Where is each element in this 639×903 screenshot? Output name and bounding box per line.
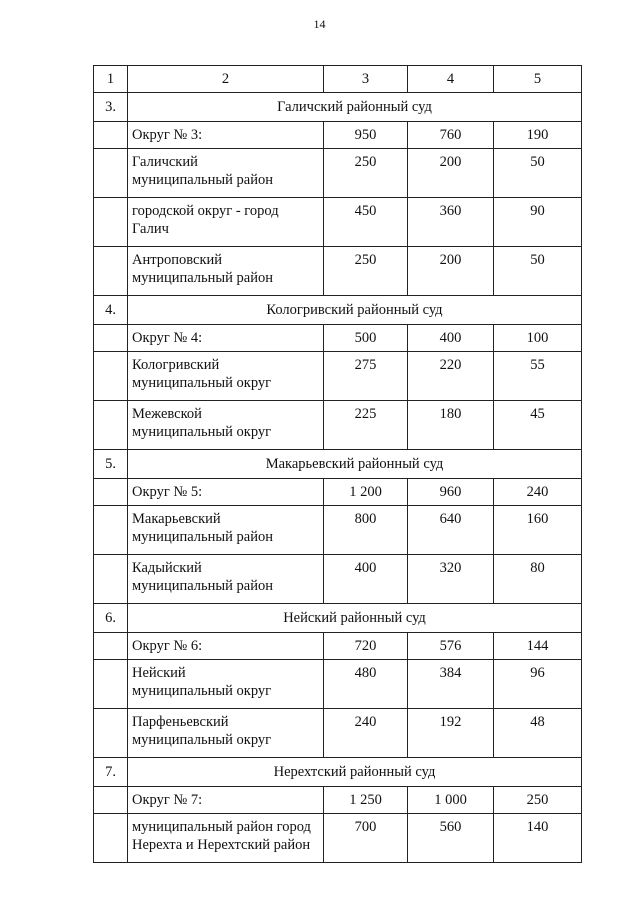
municipality-row — [94, 247, 582, 296]
municipality-name-line-2: муниципальный округ — [132, 424, 272, 440]
court-number: 5. — [94, 450, 128, 479]
municipality-name — [128, 814, 324, 863]
municipality-row — [94, 198, 582, 247]
municipality-name-line-2: Галич — [132, 221, 169, 237]
municipality-value-v3: 275 — [324, 352, 408, 401]
municipality-value-v3: 800 — [324, 506, 408, 555]
municipality-row — [94, 660, 582, 709]
okrug-total-row — [94, 122, 582, 149]
empty-cell — [94, 479, 128, 506]
okrug-label: Округ № 5: — [128, 479, 324, 506]
okrug-value-v4: 760 — [408, 122, 494, 149]
municipality-name-line-1: городской округ - город — [132, 203, 279, 219]
municipality-value-v5: 80 — [494, 555, 582, 604]
municipality-name-line-2: муниципальный район — [132, 270, 273, 286]
court-number: 3. — [94, 93, 128, 122]
municipality-value-v4: 220 — [408, 352, 494, 401]
page-number: 14 — [313, 17, 326, 31]
municipality-name — [128, 555, 324, 604]
okrug-value-v3: 950 — [324, 122, 408, 149]
municipality-value-v4: 560 — [408, 814, 494, 863]
municipality-name-line-2: муниципальный округ — [132, 375, 272, 391]
municipality-value-v3: 450 — [324, 198, 408, 247]
court-name: Макарьевский районный суд — [128, 450, 582, 479]
municipality-name — [128, 401, 324, 450]
column-header: 5 — [494, 66, 582, 93]
okrug-value-v4: 576 — [408, 633, 494, 660]
municipality-value-v3: 400 — [324, 555, 408, 604]
municipality-name-line-1: Парфеньевский — [132, 714, 229, 730]
municipality-value-v5: 45 — [494, 401, 582, 450]
column-header: 3 — [324, 66, 408, 93]
municipality-name — [128, 709, 324, 758]
municipality-value-v4: 360 — [408, 198, 494, 247]
empty-cell — [94, 198, 128, 247]
municipality-value-v4: 384 — [408, 660, 494, 709]
municipality-value-v4: 640 — [408, 506, 494, 555]
okrug-total-row — [94, 479, 582, 506]
okrug-value-v5: 190 — [494, 122, 582, 149]
okrug-value-v3: 720 — [324, 633, 408, 660]
municipality-name — [128, 198, 324, 247]
column-header: 2 — [128, 66, 324, 93]
municipality-value-v3: 250 — [324, 247, 408, 296]
municipality-value-v5: 140 — [494, 814, 582, 863]
municipality-value-v3: 700 — [324, 814, 408, 863]
okrug-total-row — [94, 633, 582, 660]
empty-cell — [94, 352, 128, 401]
okrug-value-v4: 960 — [408, 479, 494, 506]
court-number: 6. — [94, 604, 128, 633]
municipality-value-v3: 225 — [324, 401, 408, 450]
court-name: Галичский районный суд — [128, 93, 582, 122]
column-number-header-row — [94, 66, 582, 93]
okrug-value-v4: 1 000 — [408, 787, 494, 814]
okrug-value-v3: 1 250 — [324, 787, 408, 814]
okrug-value-v3: 1 200 — [324, 479, 408, 506]
municipality-name-line-1: муниципальный район город — [132, 819, 311, 835]
empty-cell — [94, 401, 128, 450]
municipality-value-v5: 160 — [494, 506, 582, 555]
municipality-row — [94, 506, 582, 555]
table-body — [94, 66, 582, 863]
municipality-value-v5: 50 — [494, 149, 582, 198]
municipality-value-v4: 200 — [408, 247, 494, 296]
municipality-name-line-2: муниципальный район — [132, 172, 273, 188]
court-section-row — [94, 758, 582, 787]
municipality-value-v5: 48 — [494, 709, 582, 758]
municipality-value-v3: 240 — [324, 709, 408, 758]
column-header: 4 — [408, 66, 494, 93]
court-number: 4. — [94, 296, 128, 325]
okrug-label: Округ № 6: — [128, 633, 324, 660]
court-section-row — [94, 296, 582, 325]
empty-cell — [94, 633, 128, 660]
okrug-value-v3: 500 — [324, 325, 408, 352]
municipality-name — [128, 506, 324, 555]
municipality-value-v5: 90 — [494, 198, 582, 247]
municipality-value-v4: 180 — [408, 401, 494, 450]
empty-cell — [94, 660, 128, 709]
municipality-value-v3: 250 — [324, 149, 408, 198]
okrug-value-v5: 144 — [494, 633, 582, 660]
municipality-name — [128, 149, 324, 198]
municipality-name-line-1: Кадыйский — [132, 560, 202, 576]
municipality-name — [128, 660, 324, 709]
empty-cell — [94, 709, 128, 758]
municipality-name-line-1: Кологривский — [132, 357, 220, 373]
okrug-value-v4: 400 — [408, 325, 494, 352]
municipality-name — [128, 352, 324, 401]
municipality-row — [94, 814, 582, 863]
municipality-value-v4: 192 — [408, 709, 494, 758]
column-header: 1 — [94, 66, 128, 93]
municipality-value-v5: 96 — [494, 660, 582, 709]
municipality-name-line-2: Нерехта и Нерехтский район — [132, 837, 311, 853]
municipality-name-line-1: Макарьевский — [132, 511, 221, 527]
okrug-label: Округ № 4: — [128, 325, 324, 352]
court-name: Нерехтский районный суд — [128, 758, 582, 787]
okrug-total-row — [94, 325, 582, 352]
municipality-name-line-2: муниципальный район — [132, 578, 273, 594]
municipality-row — [94, 555, 582, 604]
municipality-name-line-2: муниципальный округ — [132, 683, 272, 699]
municipality-name-line-1: Галичский — [132, 154, 198, 170]
municipality-name-line-1: Межевской — [132, 406, 202, 422]
municipality-row — [94, 352, 582, 401]
municipality-value-v4: 200 — [408, 149, 494, 198]
okrug-total-row — [94, 787, 582, 814]
municipality-value-v3: 480 — [324, 660, 408, 709]
empty-cell — [94, 506, 128, 555]
municipality-name — [128, 247, 324, 296]
municipality-row — [94, 401, 582, 450]
okrug-value-v5: 100 — [494, 325, 582, 352]
municipality-name-line-2: муниципальный район — [132, 529, 273, 545]
court-name: Нейский районный суд — [128, 604, 582, 633]
court-section-row — [94, 93, 582, 122]
okrug-label: Округ № 3: — [128, 122, 324, 149]
empty-cell — [94, 247, 128, 296]
okrug-label: Округ № 7: — [128, 787, 324, 814]
municipality-name-line-1: Антроповский — [132, 252, 223, 268]
empty-cell — [94, 787, 128, 814]
empty-cell — [94, 325, 128, 352]
municipality-name-line-1: Нейский — [132, 665, 186, 681]
court-name: Кологривский районный суд — [128, 296, 582, 325]
municipality-row — [94, 149, 582, 198]
court-number: 7. — [94, 758, 128, 787]
court-section-row — [94, 604, 582, 633]
court-section-row — [94, 450, 582, 479]
empty-cell — [94, 122, 128, 149]
municipality-value-v5: 55 — [494, 352, 582, 401]
okrug-value-v5: 240 — [494, 479, 582, 506]
empty-cell — [94, 555, 128, 604]
municipality-row — [94, 709, 582, 758]
municipality-value-v5: 50 — [494, 247, 582, 296]
municipality-name-line-2: муниципальный округ — [132, 732, 272, 748]
okrug-value-v5: 250 — [494, 787, 582, 814]
district-allocation-table — [93, 65, 582, 863]
empty-cell — [94, 149, 128, 198]
empty-cell — [94, 814, 128, 863]
municipality-value-v4: 320 — [408, 555, 494, 604]
